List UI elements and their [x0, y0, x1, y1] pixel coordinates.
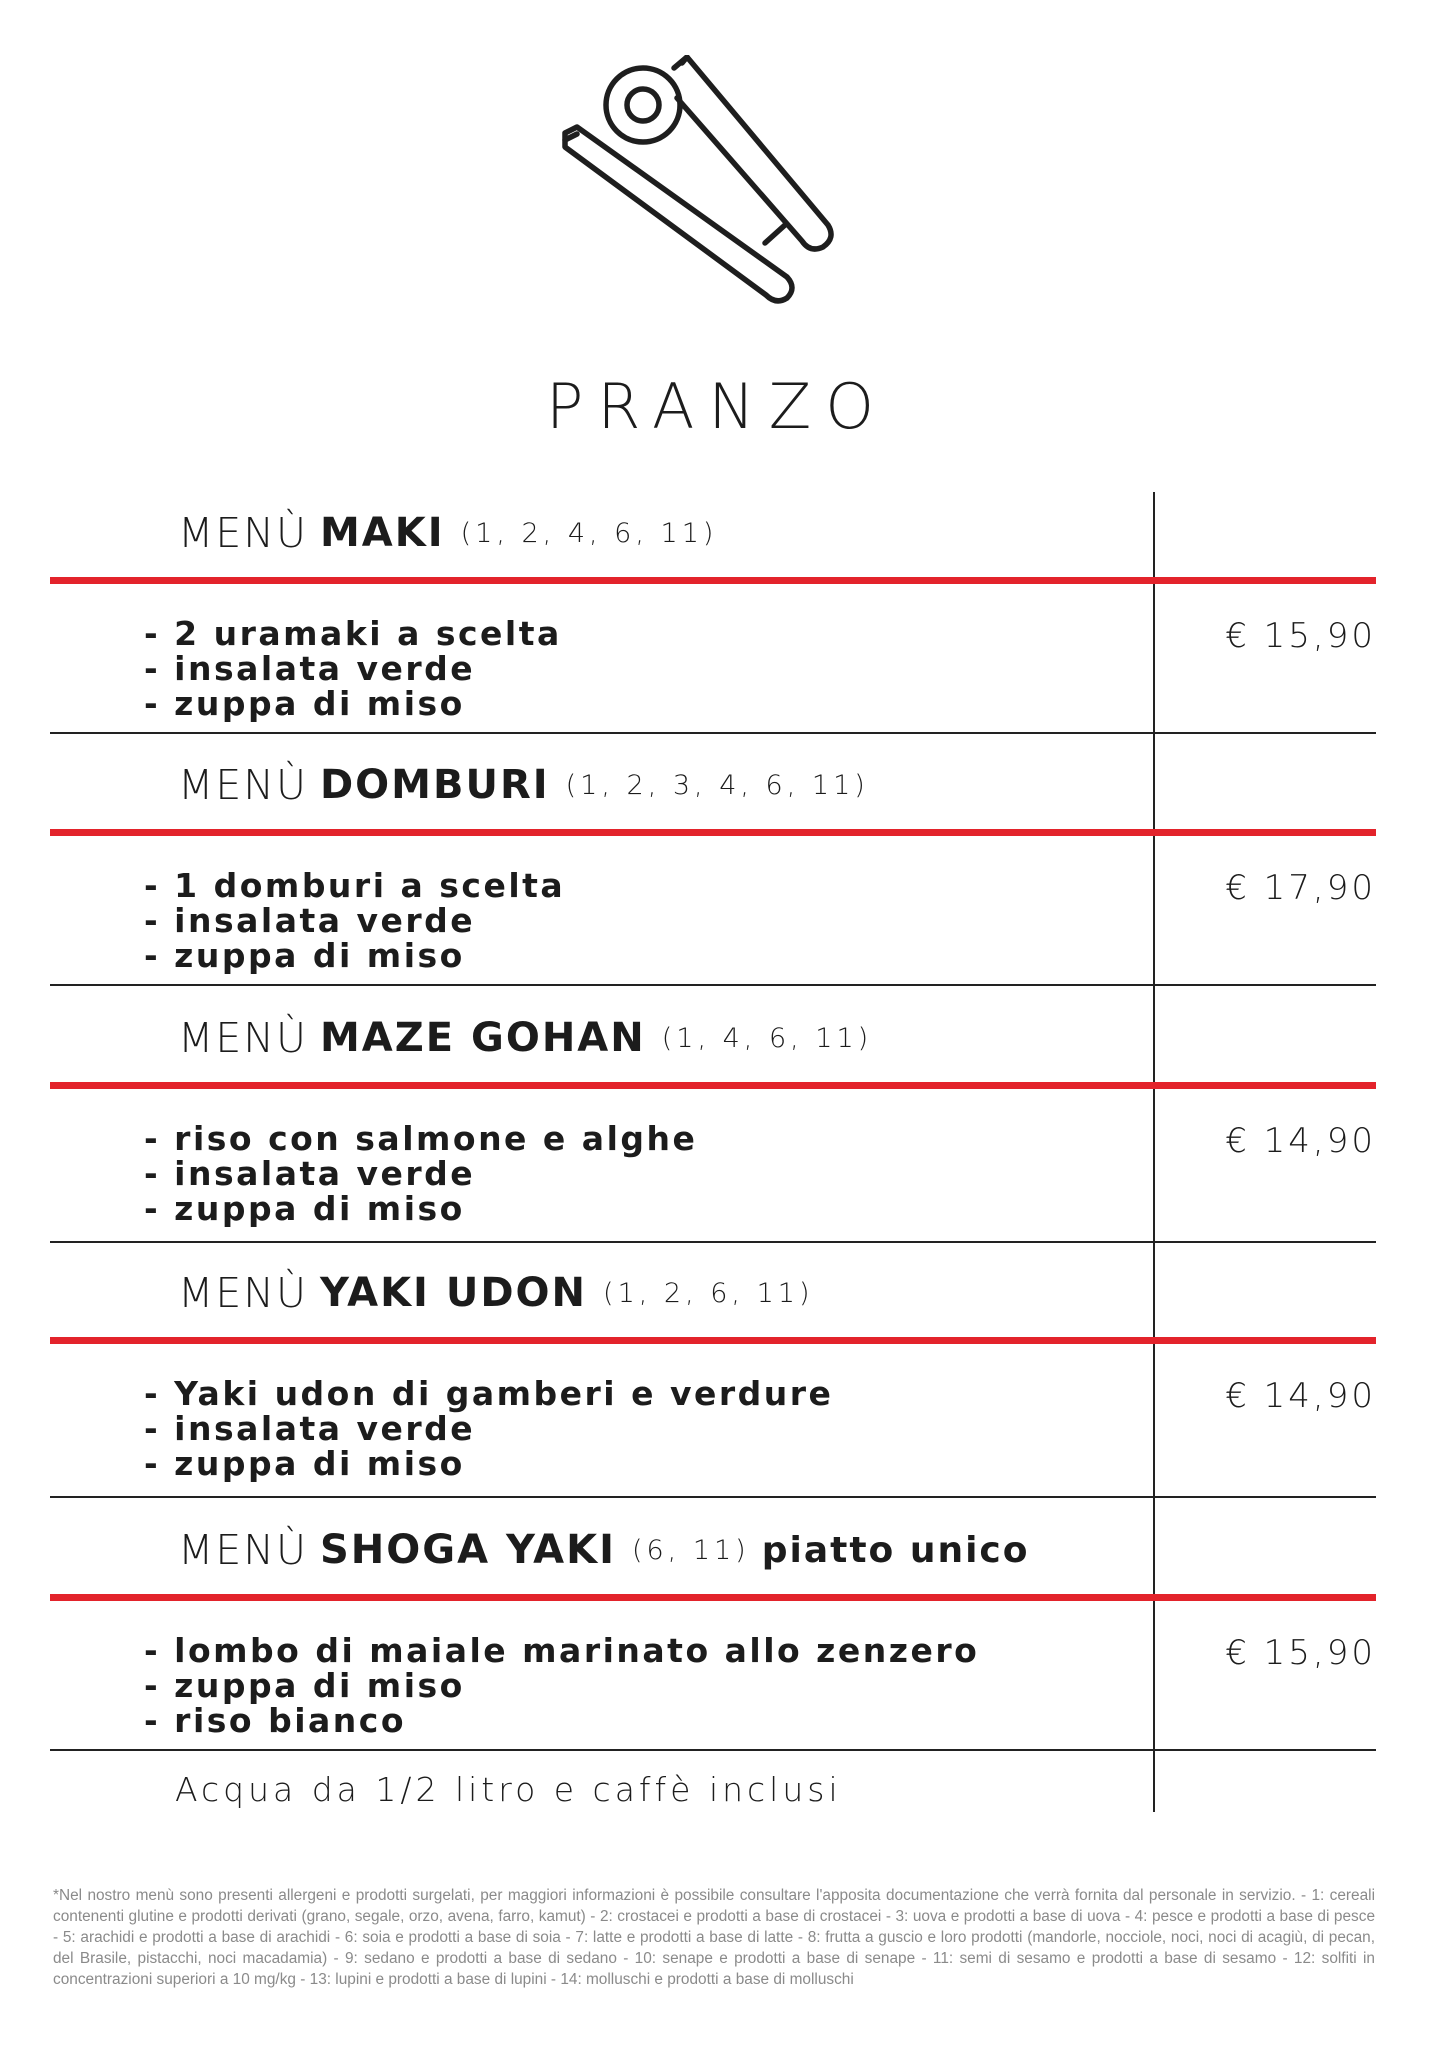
- section-divider: [50, 1241, 1376, 1243]
- red-divider: [50, 1082, 1376, 1089]
- menu-word: MENÙ: [178, 1526, 308, 1574]
- menu-header: [178, 750, 881, 820]
- red-divider: [50, 1337, 1376, 1344]
- menu-price: € 14,90: [1225, 1376, 1376, 1416]
- list-item: - 1 domburi a scelta: [144, 866, 566, 905]
- menu-items-list: [144, 1121, 697, 1226]
- red-divider: [50, 829, 1376, 836]
- list-item: - 2 uramaki a scelta: [144, 614, 562, 653]
- allergen-codes: (6, 11): [631, 1534, 750, 1566]
- list-item: - riso con salmone e alghe: [144, 1119, 698, 1158]
- menu-items-list: [144, 868, 565, 973]
- list-item: - zuppa di miso: [144, 1189, 465, 1228]
- price-column-divider: [1153, 492, 1155, 1812]
- section-divider: [50, 984, 1376, 986]
- menu-header: [178, 1515, 1030, 1585]
- menu-price: € 17,90: [1225, 868, 1376, 908]
- list-item: - zuppa di miso: [144, 684, 465, 723]
- menu-word: MENÙ: [178, 761, 308, 809]
- list-item: - zuppa di miso: [144, 1444, 465, 1483]
- menu-word: MENÙ: [178, 1014, 308, 1062]
- menu-items-list: [144, 616, 562, 721]
- allergen-codes: (1, 2, 6, 11): [603, 1277, 814, 1309]
- menu-items-list: [144, 1633, 979, 1738]
- page-title: PRANZO: [545, 370, 889, 443]
- menu-header: [178, 1003, 884, 1073]
- menu-name: MAKI: [319, 510, 445, 556]
- list-item: - insalata verde: [144, 1154, 476, 1193]
- single-dish-label: piatto unico: [761, 1529, 1030, 1571]
- red-divider: [50, 1594, 1376, 1601]
- menu-header: [178, 1258, 826, 1328]
- red-divider: [50, 577, 1376, 584]
- list-item: - zuppa di miso: [144, 936, 465, 975]
- menu-price: € 15,90: [1225, 1633, 1376, 1673]
- section-divider: [50, 1496, 1376, 1498]
- menu-items-list: [144, 1376, 833, 1481]
- menu-name: DOMBURI: [319, 762, 550, 808]
- list-item: - Yaki udon di gamberi e verdure: [144, 1374, 834, 1413]
- menu-name: MAZE GOHAN: [319, 1015, 646, 1061]
- list-item: - zuppa di miso: [144, 1666, 465, 1705]
- sushi-chopsticks-icon: [555, 55, 835, 325]
- included-drinks-note: Acqua da 1/2 litro e caffè inclusi: [175, 1770, 842, 1809]
- list-item: - riso bianco: [144, 1701, 407, 1740]
- menu-header: [178, 498, 729, 568]
- allergen-codes: (1, 2, 3, 4, 6, 11): [565, 769, 869, 801]
- menu-price: € 15,90: [1225, 616, 1376, 656]
- section-divider: [50, 1749, 1376, 1751]
- list-item: - insalata verde: [144, 901, 476, 940]
- menu-word: MENÙ: [178, 1269, 308, 1317]
- allergen-footnote: *Nel nostro menù sono presenti allergeni e prodotti surgelati, per maggiori informazioni è possibile consultare l'apposita documentazione che verrà fornita dal personale in servizio. - 1: cereali contenenti glutine e prodotti derivati (grano, segale, orzo, avena, farro, kamut) - 2: crostacei e prodotti a base di crostacei - 3: uova e prodotti a base di uova - 4: pesce e prodotti a base di pesce - 5: arachidi e prodotti a base di arachidi - 6: soia e prodotti a base di soia - 7: latte e prodotti a base di latte - 8: frutta a guscio e loro prodotti (mandorle, nocciole, noci, noci di acagiù, di pecan, del Brasile, pistacchi, noci macadamia) - 9: sedano e prodotti a base di sedano - 10: senape e prodotti a base di senape - 11: semi di sesamo e prodotti a base di sesamo - 12: solfiti in concentrazioni superiori a 10 mg/kg - 13: lupini e prodotti a base di lupini - 14: molluschi e prodotti a base di molluschi: [53, 1887, 1375, 1988]
- menu-price: € 14,90: [1225, 1121, 1376, 1161]
- list-item: - lombo di maiale marinato allo zenzero: [144, 1631, 980, 1670]
- menu-name: YAKI UDON: [319, 1270, 588, 1316]
- allergen-codes: (1, 2, 4, 6, 11): [460, 517, 718, 549]
- list-item: - insalata verde: [144, 1409, 476, 1448]
- menu-word: MENÙ: [178, 509, 308, 557]
- allergen-codes: (1, 4, 6, 11): [661, 1022, 873, 1054]
- menu-name: SHOGA YAKI: [319, 1527, 616, 1573]
- list-item: - insalata verde: [144, 649, 476, 688]
- section-divider: [50, 732, 1376, 734]
